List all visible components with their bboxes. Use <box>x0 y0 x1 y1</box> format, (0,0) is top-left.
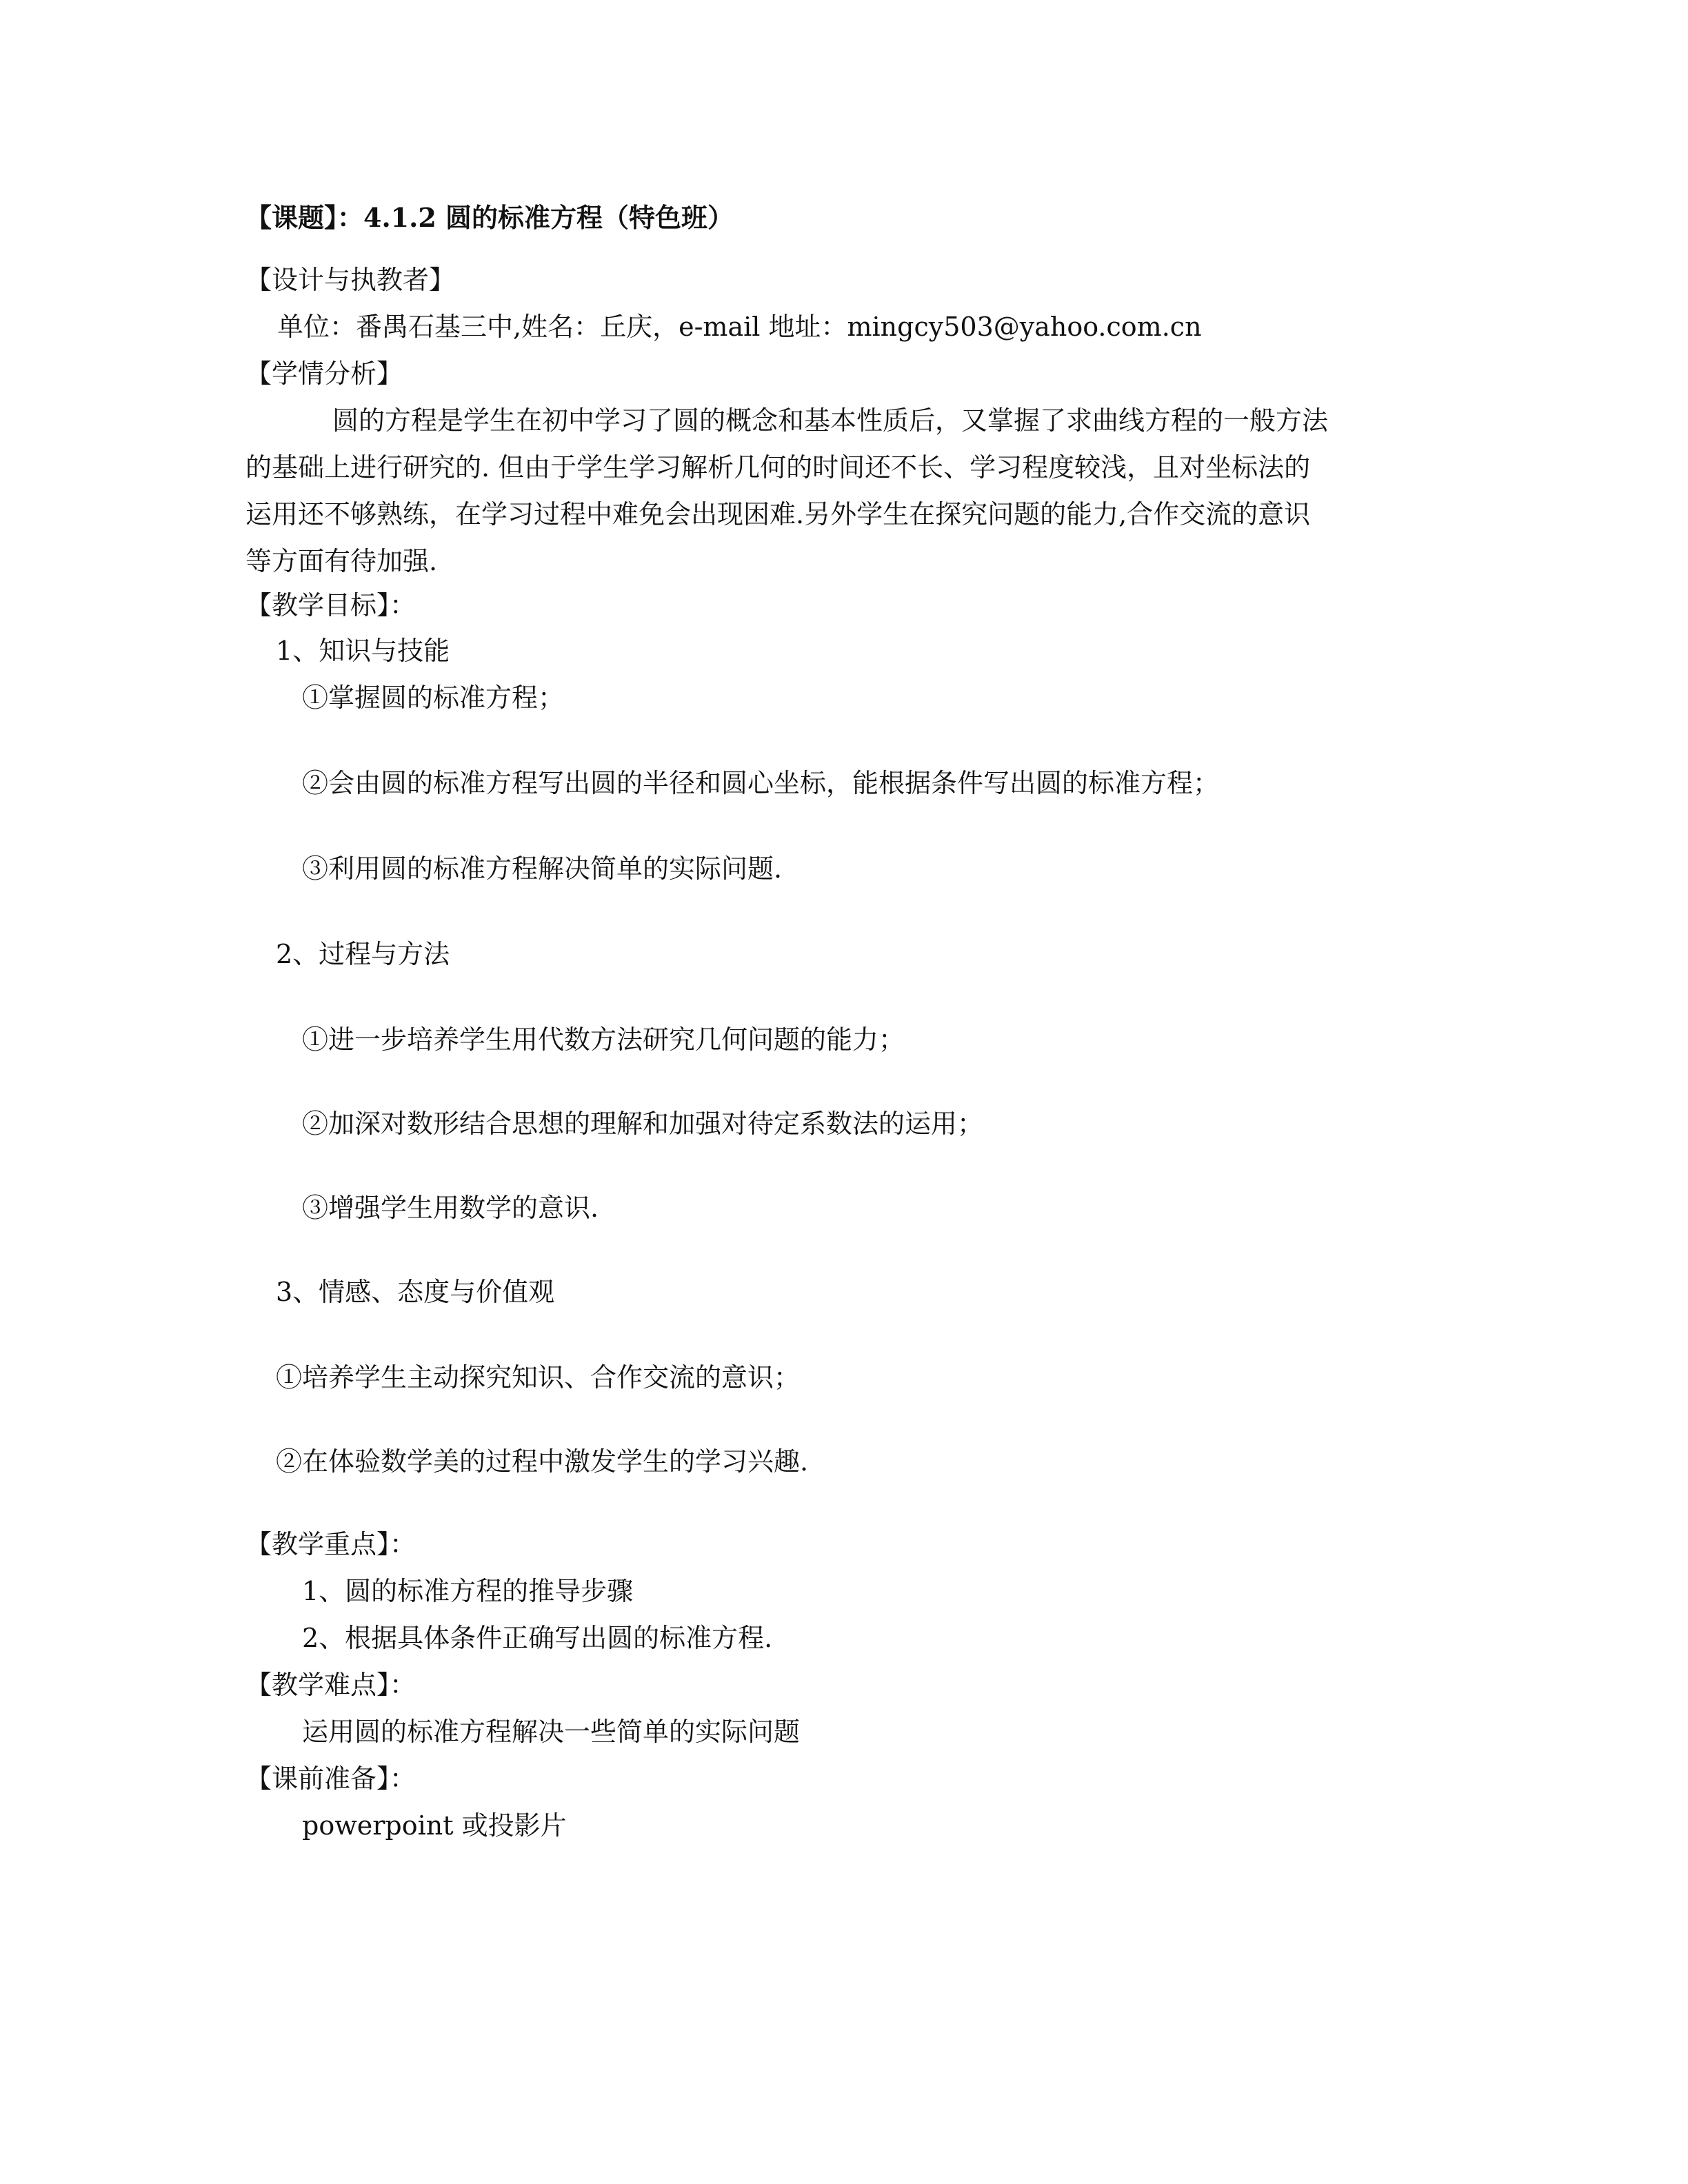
key-points-heading: 【教学重点】： <box>245 1529 416 1559</box>
goals-item: ①进一步培养学生用代数方法研究几何问题的能力； <box>302 1024 905 1055</box>
goals-section-title: 1、知识与技能 <box>276 636 450 666</box>
key-points-item: 2、根据具体条件正确写出圆的标准方程. <box>302 1623 773 1653</box>
goals-item: ③利用圆的标准方程解决简单的实际问题. <box>302 853 783 884</box>
analysis-line: 等方面有待加强. <box>245 546 438 576</box>
analysis-line: 的基础上进行研究的. 但由于学生学习解析几何的时间还不长、学习程度较浅，且对坐标法的 <box>245 452 1311 483</box>
designer-info: 单位：番禺石基三中,姓名：丘庆，e-mail 地址：mingcy503@yahoo.com.cn <box>277 312 1202 342</box>
analysis-heading: 【学情分析】 <box>245 358 403 389</box>
preparation-text: powerpoint 或投影片 <box>302 1810 567 1841</box>
goals-item: ①掌握圆的标准方程； <box>302 682 565 713</box>
goals-item: ①培养学生主动探究知识、合作交流的意识； <box>276 1362 801 1393</box>
goals-item: ②会由圆的标准方程写出圆的半径和圆心坐标，能根据条件写出圆的标准方程； <box>302 768 1220 798</box>
key-points-item: 1、圆的标准方程的推导步骤 <box>302 1576 634 1606</box>
analysis-line: 圆的方程是学生在初中学习了圆的概念和基本性质后，又掌握了求曲线方程的一般方法 <box>332 405 1329 436</box>
goals-section-title: 3、情感、态度与价值观 <box>276 1277 555 1307</box>
difficulties-heading: 【教学难点】： <box>245 1670 416 1700</box>
goals-item: ②加深对数形结合思想的理解和加强对待定系数法的运用； <box>302 1109 984 1139</box>
goals-item: ②在体验数学美的过程中激发学生的学习兴趣. <box>276 1446 809 1477</box>
analysis-line: 运用还不够熟练，在学习过程中难免会出现困难.另外学生在探究问题的能力,合作交流的意识 <box>245 499 1311 529</box>
difficulties-text: 运用圆的标准方程解决一些简单的实际问题 <box>302 1717 801 1747</box>
lesson-title: 【课题】：4.1.2 圆的标准方程（特色班） <box>245 202 734 233</box>
goals-heading: 【教学目标】： <box>245 590 416 620</box>
designer-heading: 【设计与执教者】 <box>245 265 456 295</box>
goals-item: ③增强学生用数学的意识. <box>302 1193 599 1223</box>
goals-section-title: 2、过程与方法 <box>276 939 450 969</box>
preparation-heading: 【课前准备】： <box>245 1763 416 1794</box>
